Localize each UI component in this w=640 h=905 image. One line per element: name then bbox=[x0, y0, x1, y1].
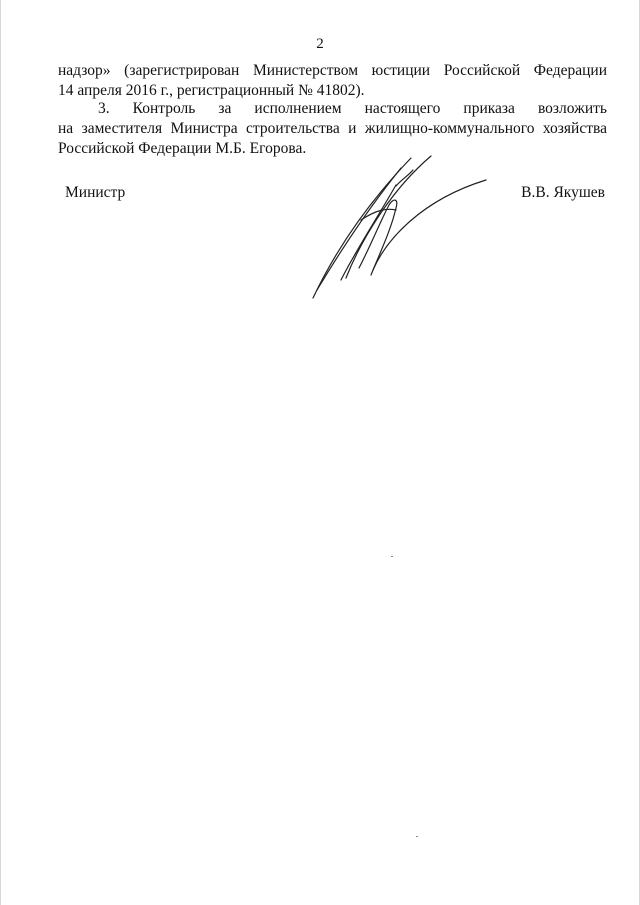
paragraph-line: Российской Федерации М.Б. Егорова. bbox=[58, 140, 307, 157]
scan-speck bbox=[416, 836, 418, 837]
handwritten-signature bbox=[301, 150, 501, 310]
page-number: 2 bbox=[316, 36, 324, 52]
paragraph-line: 14 апреля 2016 г., регистрационный № 41802). bbox=[58, 82, 365, 99]
scan-speck bbox=[391, 556, 393, 557]
paragraph-line: на заместителя Министра строительства и жилищно-коммунального хозяйства bbox=[58, 120, 607, 137]
paragraph-registration bbox=[58, 61, 607, 101]
signatory-name: В.В. Якушев bbox=[521, 184, 605, 201]
paragraph-line: 3. Контроль за исполнением настоящего приказа возложить bbox=[98, 100, 607, 117]
signatory-title: Министр bbox=[65, 184, 126, 201]
paragraph-line: надзор» (зарегистрирован Министерством юстиции Российской Федерации bbox=[58, 62, 607, 79]
